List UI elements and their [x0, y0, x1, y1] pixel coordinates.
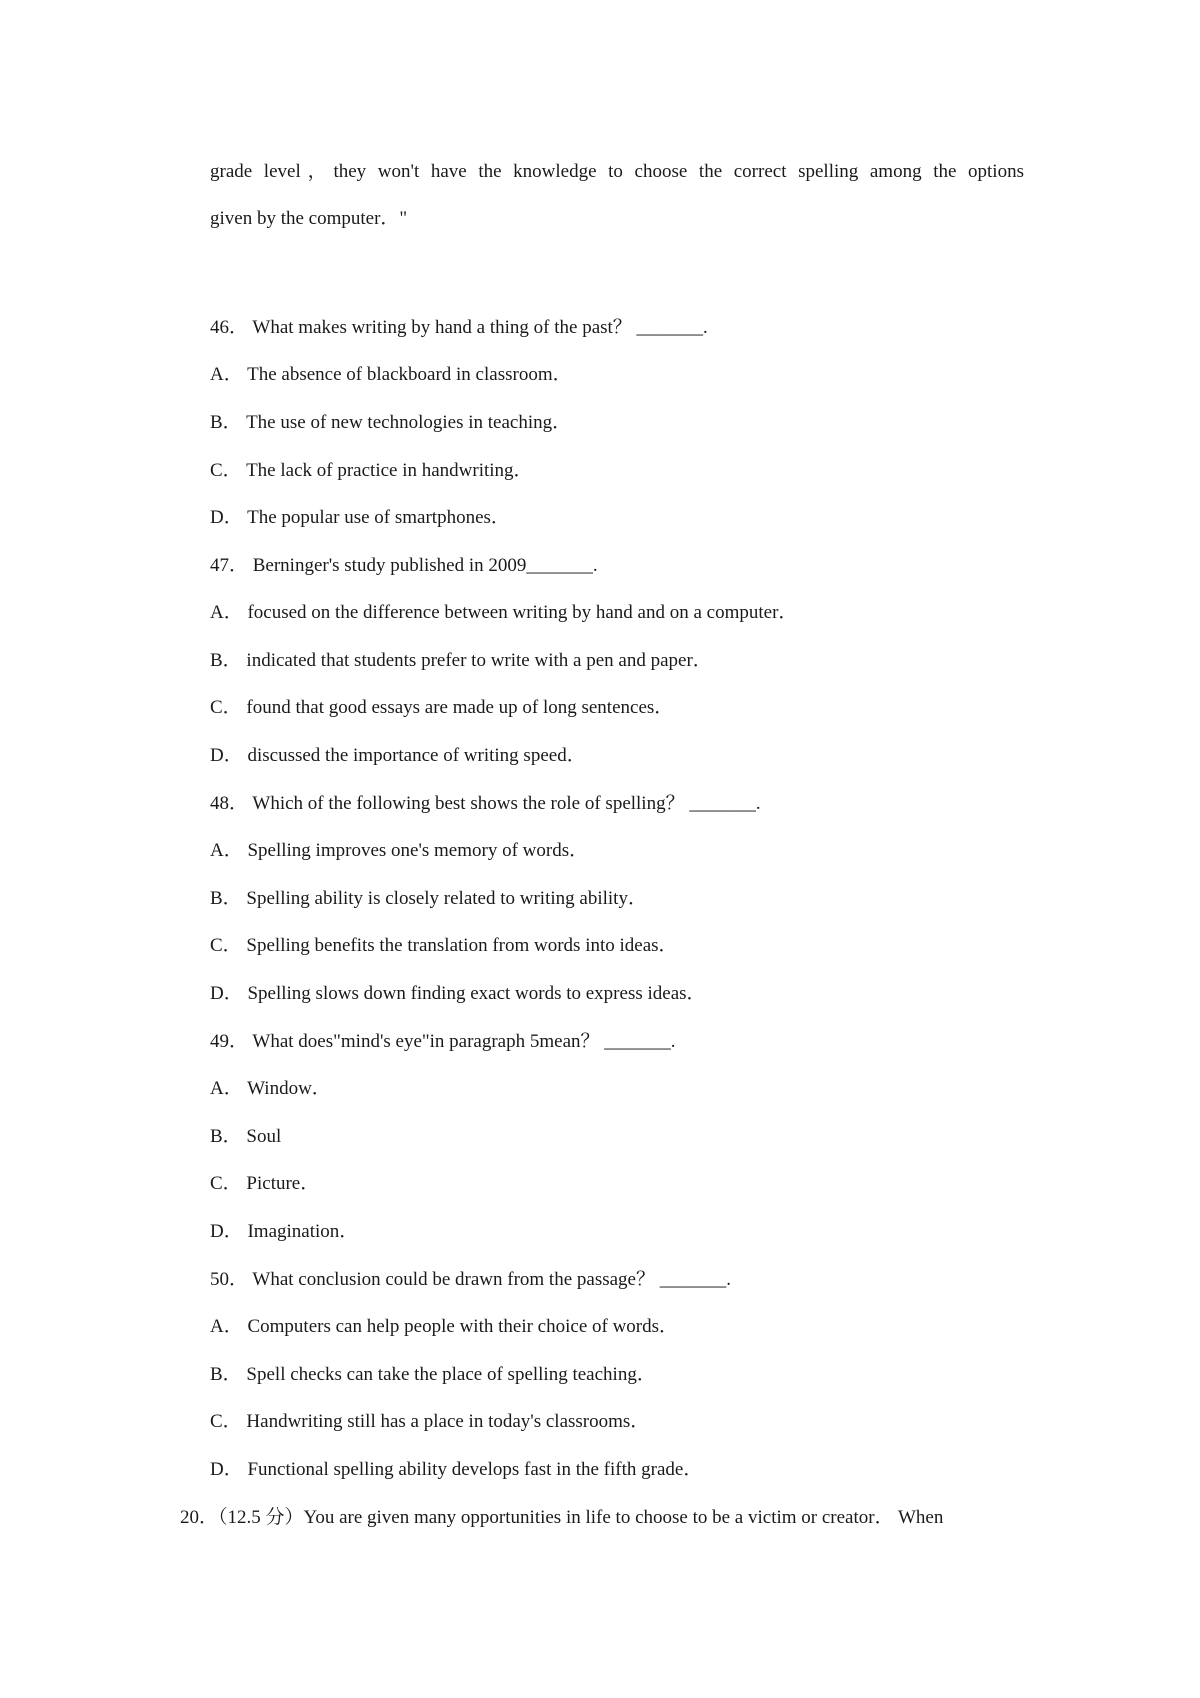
- answer-option: D． Imagination．: [210, 1221, 359, 1242]
- answer-option: B． Spelling ability is closely related to writing ability．: [210, 888, 647, 909]
- answer-option: A． The absence of blackboard in classroom．: [210, 364, 572, 385]
- answer-option: D． Spelling slows down finding exact words to express ideas．: [210, 983, 706, 1004]
- answer-option: D． discussed the importance of writing speed．: [210, 745, 586, 766]
- answer-option: B． The use of new technologies in teaching．: [210, 412, 572, 433]
- answer-option: A． Window．: [210, 1078, 331, 1099]
- answer-option: A． Spelling improves one's memory of words．: [210, 840, 589, 861]
- answer-option: C． Handwriting still has a place in today's classrooms．: [210, 1411, 650, 1432]
- question-stem: 50． What conclusion could be drawn from the passage？ _______.: [210, 1269, 731, 1290]
- question-stem: 47． Berninger's study published in 2009_______.: [210, 555, 598, 576]
- answer-option: D． The popular use of smartphones．: [210, 507, 510, 528]
- answer-option: C． Picture．: [210, 1173, 320, 1194]
- answer-option: A． focused on the difference between writing by hand and on a computer．: [210, 602, 798, 623]
- answer-option: B． indicated that students prefer to write with a pen and paper．: [210, 650, 712, 671]
- answer-option: B． Soul: [210, 1126, 282, 1147]
- passage-line: given by the computer．": [210, 208, 408, 229]
- answer-option: C． Spelling benefits the translation from words into ideas．: [210, 935, 678, 956]
- answer-option: D． Functional spelling ability develops fast in the fifth grade．: [210, 1459, 703, 1480]
- passage-line: grade level，they won't have the knowledge to choose the correct spelling among the options: [210, 161, 1024, 182]
- question-stem: 46． What makes writing by hand a thing of the past？ _______.: [210, 317, 708, 338]
- answer-option: B． Spell checks can take the place of spelling teaching．: [210, 1364, 656, 1385]
- answer-option: A． Computers can help people with their choice of words．: [210, 1316, 679, 1337]
- question-stem: 49． What does"mind's eye"in paragraph 5mean？ _______.: [210, 1031, 676, 1052]
- answer-option: C． The lack of practice in handwriting．: [210, 460, 533, 481]
- next-item-heading: 20．（12.5 分）You are given many opportunities in life to choose to be a victim or creator． When: [180, 1507, 944, 1528]
- answer-option: C． found that good essays are made up of long sentences．: [210, 697, 674, 718]
- question-stem: 48． Which of the following best shows the role of spelling？ _______.: [210, 793, 761, 814]
